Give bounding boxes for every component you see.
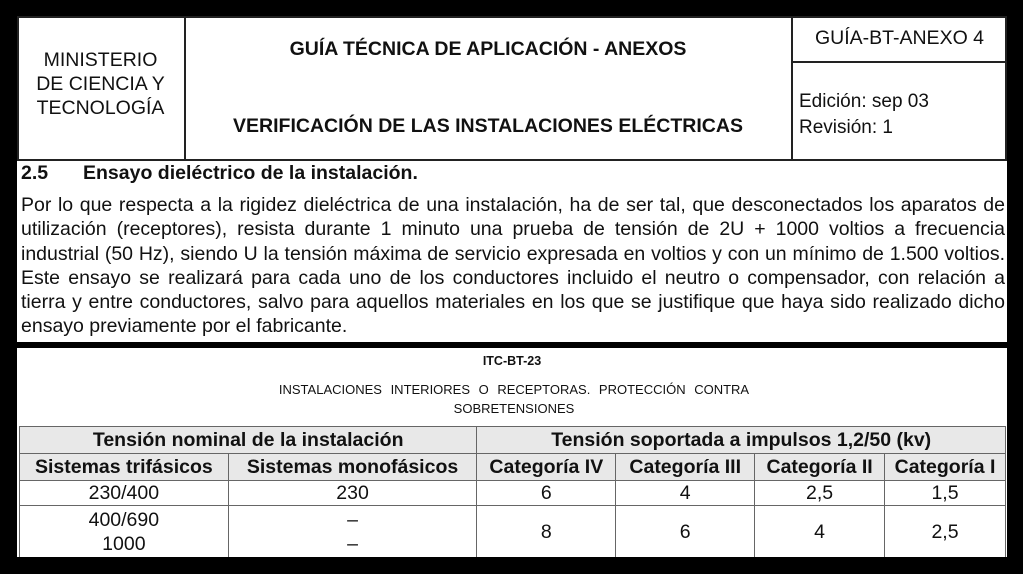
- table-row: [20, 481, 1006, 506]
- table-cell: 230: [228, 481, 477, 506]
- table-cell: 4: [755, 506, 885, 558]
- section-title: Ensayo dieléctrico de la instalación.: [83, 162, 418, 184]
- group-header-nominal: Tensión nominal de la instalación: [20, 427, 477, 454]
- table-cell: [228, 506, 477, 558]
- edition: Edición: sep 03: [799, 91, 929, 112]
- table-cell: 8: [477, 506, 616, 558]
- guide-page-fragment: [17, 16, 1007, 342]
- cell-line: 1000: [102, 533, 146, 555]
- document-subtitle: VERIFICACIÓN DE LAS INSTALACIONES ELÉCTRICAS: [233, 115, 743, 137]
- table-cell: 230/400: [20, 481, 229, 506]
- impulse-voltage-table: [19, 426, 1006, 557]
- section-number: 2.5: [21, 162, 49, 184]
- table-cell: 1,5: [885, 481, 1006, 506]
- section-heading: [21, 162, 418, 185]
- itc-title-line: SOBRETENSIONES: [453, 401, 575, 416]
- itc-table-fragment: [17, 348, 1007, 557]
- column-header: Categoría III: [616, 454, 755, 481]
- group-header-impulse: Tensión soportada a impulsos 1,2/50 (kv): [477, 427, 1006, 454]
- table-header-row: [20, 454, 1006, 481]
- document-header: [17, 16, 1007, 160]
- cell-line: –: [347, 509, 358, 531]
- column-header: Sistemas trifásicos: [20, 454, 229, 481]
- cell-line: –: [347, 533, 358, 555]
- itc-title-line: INSTALACIONES INTERIORES O RECEPTORAS. PROTECCIÓN CONTRA: [278, 382, 750, 397]
- table-cell: 6: [477, 481, 616, 506]
- cell-line: 400/690: [88, 509, 160, 531]
- header-border-top: [17, 16, 1007, 18]
- column-header: Categoría II: [755, 454, 885, 481]
- header-border-bottom: [17, 159, 1007, 161]
- column-header: Sistemas monofásicos: [228, 454, 477, 481]
- ministry-name: [17, 48, 184, 120]
- document-code: GUÍA-BT-ANEXO 4: [814, 27, 985, 49]
- edition-block: [799, 89, 929, 141]
- table-cell: 6: [616, 506, 755, 558]
- column-header: Categoría I: [885, 454, 1006, 481]
- table-cell: 2,5: [755, 481, 885, 506]
- table-cell: [20, 506, 229, 558]
- table-group-header-row: [20, 427, 1006, 454]
- itc-code: ITC-BT-23: [482, 354, 542, 368]
- section-paragraph: Por lo que respecta a la rigidez dieléctrica de una instalación, ha de ser tal, que desconectados los aparatos de utilización (receptores), resista durante 1 minuto una prueba de tensión de 2U + 1000 voltios a frecuencia industrial (50 Hz), siendo U la tensión máxima de servicio expresada en voltios y con un mínimo de 1.500 voltios. Este ensayo se realizará para cada uno de los conductores incluido el neutro o compensador, con relación a tierra y entre conductores, salvo para aquellos materiales en los que se justifique que haya sido realizado dicho ensayo previamente por el fabricante.: [21, 194, 1005, 338]
- ministry-line: MINISTERIO: [43, 49, 158, 71]
- revision: Revisión: 1: [799, 117, 893, 138]
- itc-title: [247, 380, 781, 418]
- column-header: Categoría IV: [477, 454, 616, 481]
- ministry-line: TECNOLOGÍA: [36, 97, 165, 119]
- ministry-line: DE CIENCIA Y: [36, 73, 165, 95]
- table-cell: 4: [616, 481, 755, 506]
- header-divider-code: [791, 61, 1007, 63]
- table-row: [20, 506, 1006, 558]
- document-title: GUÍA TÉCNICA DE APLICACIÓN - ANEXOS: [289, 38, 687, 60]
- table-cell: 2,5: [885, 506, 1006, 558]
